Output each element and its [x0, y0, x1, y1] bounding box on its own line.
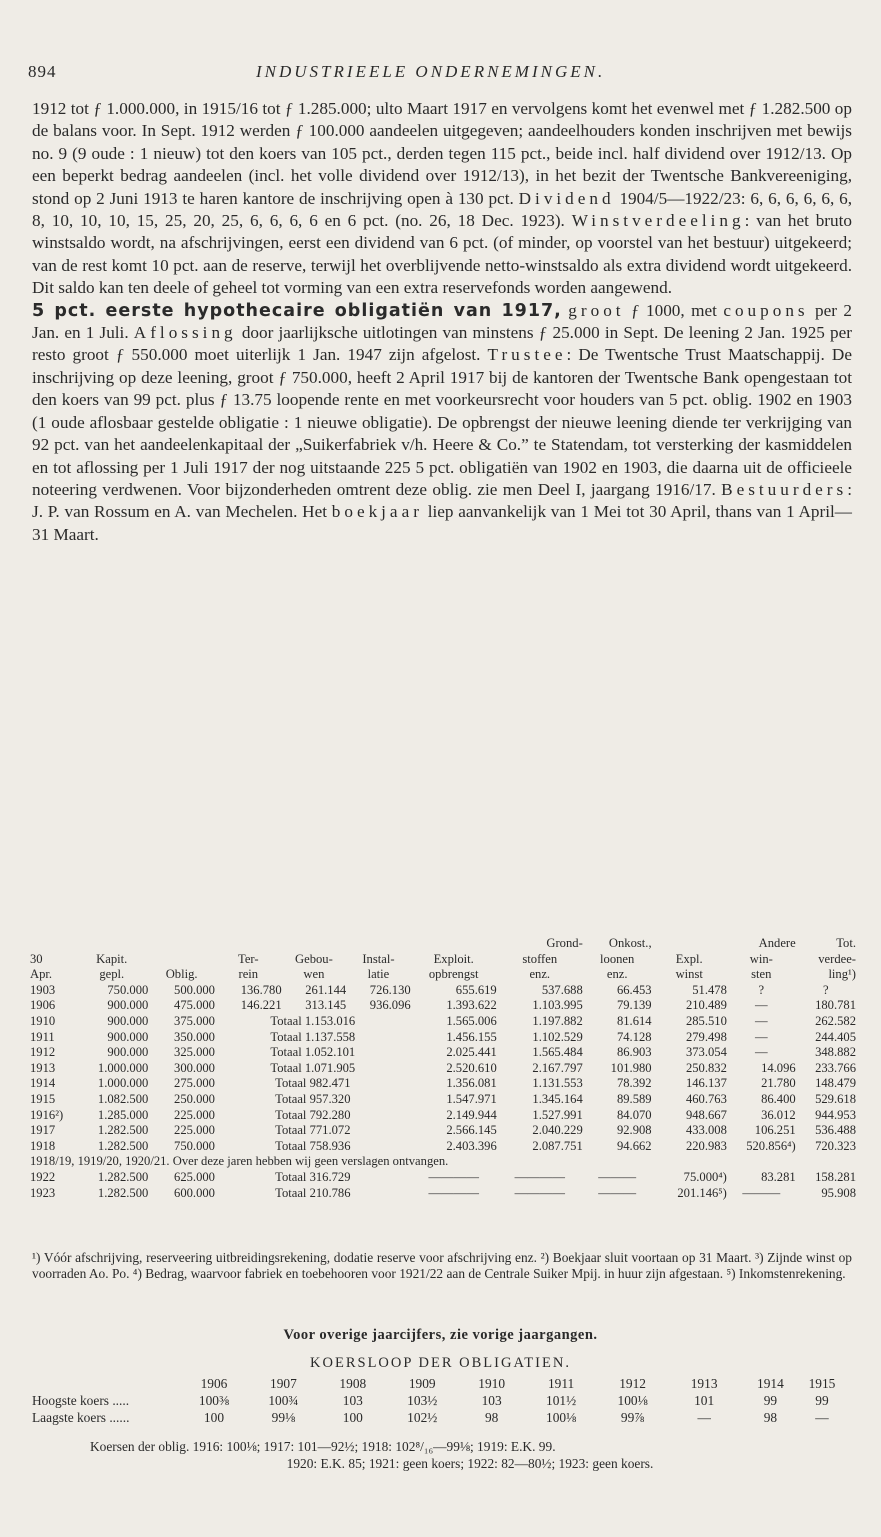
footnotes: ¹) Vóór afschrijving, reserveering uitbreidingsrekening, dodatie reserve voor afschrijving enz. ²) Boekjaar sluit voortaan op 31 Maart. ³) Zijnde winst op voorraden Ao. Po. ⁴) Bedrag, waarvoor fabriek en toebehooren voor 1921/22 aan de Centrale Suiker Mpij. in huur zijn afgestaan. ⁵) Inkomstenrekening.: [32, 1250, 852, 1281]
table-row: 1914 1.000.000 275.000 Totaal 982.471 1.356.081 1.131.553 78.392 146.137 21.780 148.479: [30, 1076, 856, 1091]
bond-paragraph: 5 pct. eerste hypothecaire obligatiën van 1917, groot ƒ 1000, met coupons per 2 Jan. en 1 Juli. Aflossing door jaarlijksche uitlotingen van minstens ƒ 25.000 in Sept. De leening 2 Jan. 1925 per resto groot ƒ 550.000 moet uiterlijk 1 Jan. 1947 zijn afgelost. Trustee: De Twentsche Trust Maatschappij. De inschrijving op deze leening, groot ƒ 750.000, heeft 2 April 1917 bij de kantoren der Twentsche Bank opengestaan tot den koers van 99 pct. plus ƒ 13.75 loopende rente en met voorkeursrecht voor houders van 5 pct. oblig. 1902 en 1903 (1 oude aflosbaar gestelde obligatie : 1 nieuwe obligatie). De opbrengst der nieuwe leening diende ter verkrijging van 92 pct. van het aandeelenkapitaal der „Suikerfabriek v/h. Heere & Co.” te Statendam, tot versterking der kasmiddelen en tot aflossing per 1 Juli 1917 der nog uitstaande 225 5 pct. obligatiën van 1902 en 1903, die daarna uit de officieele noteering verdwenen. Voor bijzonderheden omtrent deze oblig. zie men Deel I, jaargang 1916/17. Bestuurders: J. P. van Rossum en A. van Mechelen. Het boekjaar liep aanvankelijk van 1 Mei tot 30 April, thans van 1 April—31 Maart.: [32, 300, 853, 544]
main-text: [32, 98, 852, 546]
page-header: [28, 62, 851, 86]
table-row: 1923 1.282.500 600.000 Totaal 210.786 ———— ———— ——— 201.146⁵) ——— 95.908: [30, 1185, 856, 1200]
company-paragraph: 1912 tot ƒ 1.000.000, in 1915/16 tot ƒ 1.285.000; ulto Maart 1917 en vervolgens komt het evenwel met ƒ 1.282.500 op de balans voor. In Sept. 1912 werden ƒ 100.000 aandeelen uitgegeven; aandeelhouders konden inschrijven met bewijs no. 9 (9 oude : 1 nieuw) tot den koers van 105 pct., derden tegen 115 pct., beide incl. half dividend over 1912/13. Op een beperkt bedrag aandeelen (incl. het volle dividend over 1912/13), in het bezit der Twentsche Bankvereeniging, stond op 2 Juni 1913 te haren kantore de inschrijving open à 130 pct. Dividend 1904/5—1922/23: 6, 6, 6, 6, 6, 6, 8, 10, 10, 10, 15, 25, 20, 25, 6, 6, 6, 6 en 6 pct. (no. 26, 18 Dec. 1923). Winstverdeeling: van het bruto winstsaldo wordt, na afschrijvingen, eerst een dividend van 6 pct. (of minder, op voorstel van het bestuur) uitgekeerd; van de rest komt 10 pct. aan de reserve, terwijl het overblijvende netto-winstsaldo als extra dividend wordt uitgekeerd. Dit saldo kan ten deele of geheel tot vorming van een extra reservefonds worden aangewend.: [32, 99, 852, 298]
table-row: 1913 1.000.000 300.000 Totaal 1.071.905 2.520.610 2.167.797 101.980 250.832 14.096 233.766: [30, 1060, 856, 1075]
running-title: INDUSTRIEELE ONDERNEMINGEN.: [256, 62, 606, 81]
bond-prices-text: Koersen der oblig. 1916: 100⅛; 1917: 101—92½; 1918: 102⁸/₁₆—99⅛; 1919: E.K. 99. 1920: E.K. 85; 1921: geen koers; 1922: 82—80½; 1923: geen koers.: [90, 1439, 654, 1471]
table-header-row: 1906 1907 1908 1909 1910 1911 1912 1913 1914 1915: [200, 1376, 836, 1391]
table-header-row: Grond- Onkost., Andere Tot.: [546, 936, 856, 950]
page-number: 894: [28, 62, 57, 81]
table-row: 1915 1.082.500 250.000 Totaal 957.320 1.547.971 1.345.164 89.589 460.763 86.400 529.618: [30, 1091, 856, 1106]
table-row: 1903 750.000 500.000 136.780 261.144 726.130 655.619 537.688 66.453 51.478 ? ?: [30, 982, 829, 997]
koersloop-table: [32, 1375, 842, 1426]
table-row: 1917 1.282.500 225.000 Totaal 771.072 2.566.145 2.040.229 92.908 433.008 106.251 536.488: [30, 1123, 856, 1138]
koersloop-title: KOERSLOOP DER OBLIGATIEN.: [310, 1355, 571, 1371]
table-row: Laagste koers ...... 100 99⅛ 100 102½ 98 100⅛ 99⅞ — 98 —: [32, 1410, 829, 1425]
table-row: 1918 1.282.500 750.000 Totaal 758.936 2.403.396 2.087.751 94.662 220.983 520.856⁴) 720.323: [30, 1138, 856, 1153]
table-row: 1906 900.000 475.000 146.221 313.145 936.096 1.393.622 1.103.995 79.139 210.489 — 180.781: [30, 998, 856, 1013]
table-row: Hoogste koers ..... 100⅜ 100¾ 103 103½ 103 101½ 100⅛ 101 99 99: [32, 1393, 829, 1408]
bond-heading: 5 pct. eerste hypothecaire obligatiën van 1917,: [32, 300, 562, 321]
table-row: 1911 900.000 350.000 Totaal 1.137.558 1.456.155 1.102.529 74.128 279.498 — 244.405: [30, 1029, 856, 1044]
table-row: 1910 900.000 375.000 Totaal 1.153.016 1.565.006 1.197.882 81.614 285.510 — 262.582: [30, 1013, 856, 1028]
table-header-row: Apr. gepl. Oblig. rein wen latie opbrengst enz. enz. winst sten ling¹): [30, 967, 856, 982]
financial-table: [30, 936, 856, 1201]
table-header-row: 30 Kapit. Ter- Gebou- Instal- Exploit. stoffen loonen Expl. win- verdee-: [30, 951, 856, 966]
table-row: 1916²) 1.285.000 225.000 Totaal 792.280 2.149.944 1.527.991 84.070 948.667 36.012 944.953: [30, 1107, 856, 1122]
table-row: 1912 900.000 325.000 Totaal 1.052.101 2.025.441 1.565.484 86.903 373.054 — 348.882: [30, 1045, 856, 1060]
table-gap-row: 1918/19, 1919/20, 1920/21. Over deze jaren hebben wij geen verslagen ontvangen.: [30, 1154, 449, 1169]
table-row: 1922 1.282.500 625.000 Totaal 316.729 ———— ———— ——— 75.000⁴) 83.281 158.281: [30, 1169, 856, 1184]
other-years-note: Voor overige jaarcijfers, zie vorige jaargangen.: [283, 1327, 598, 1343]
